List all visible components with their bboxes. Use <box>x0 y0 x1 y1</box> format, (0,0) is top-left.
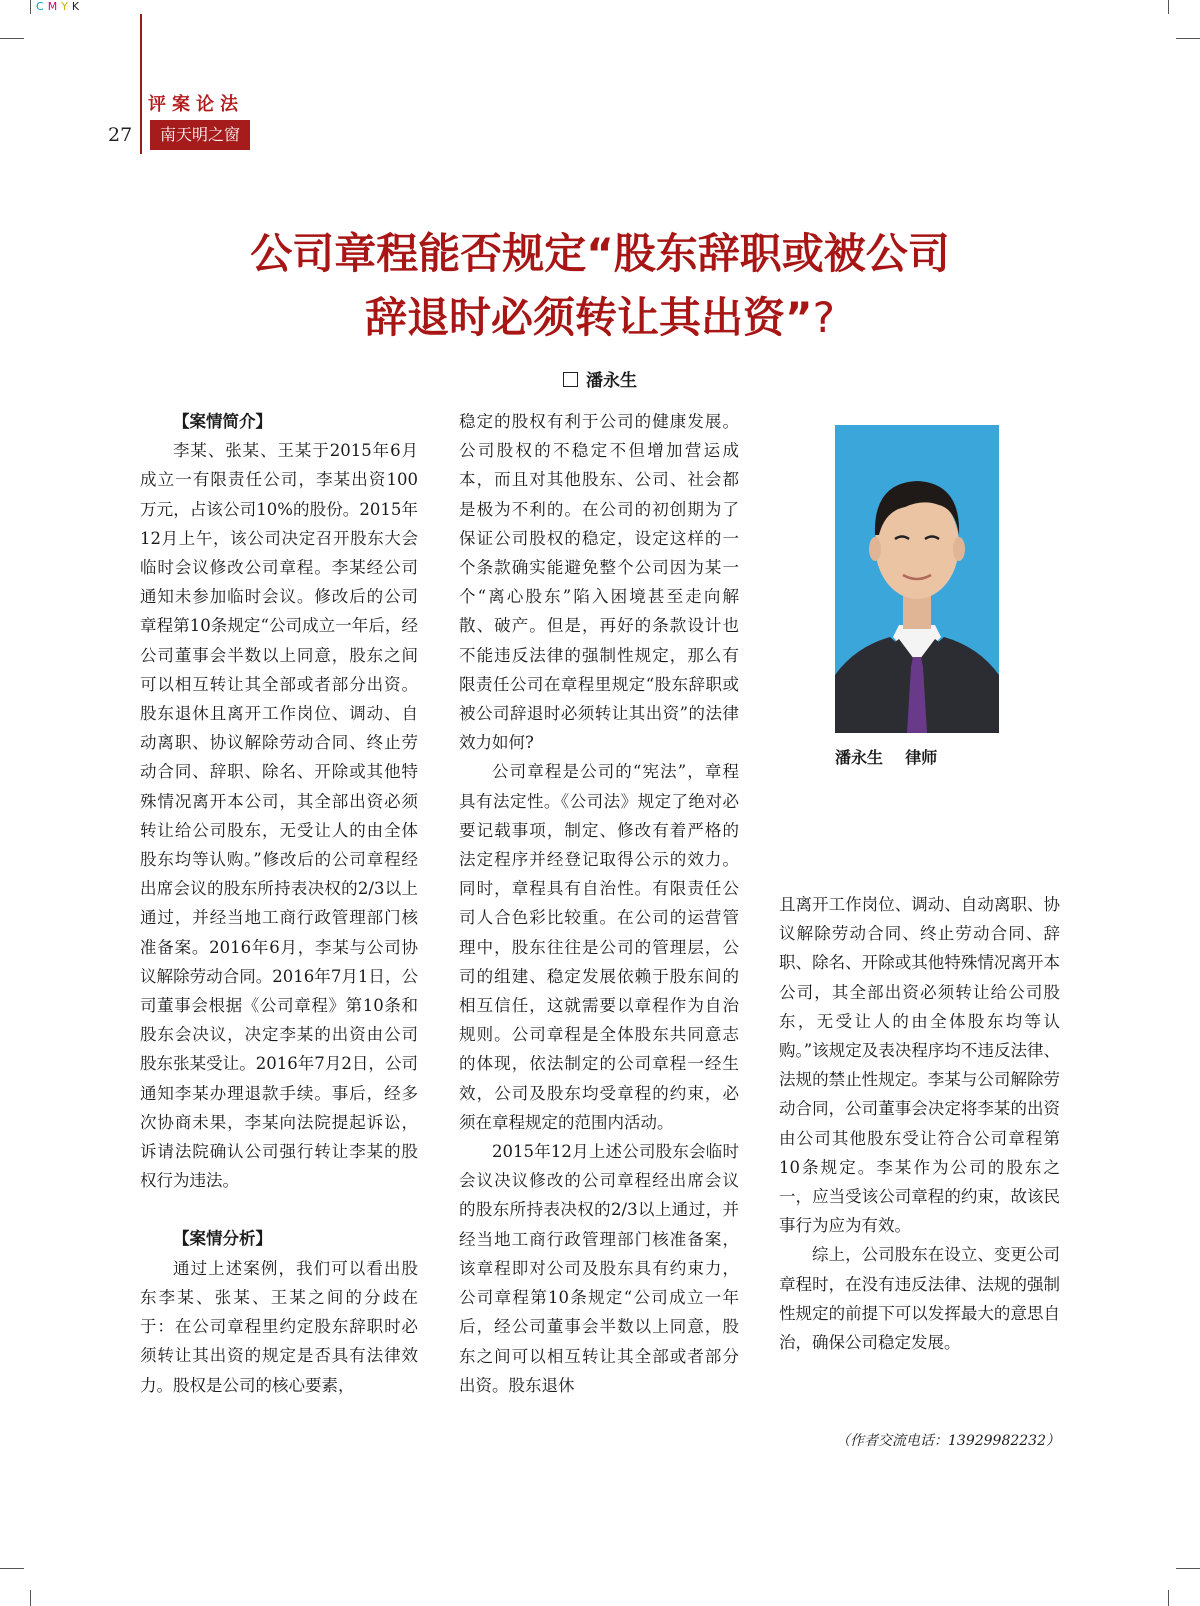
photo-caption: 潘永生 律师 <box>835 748 938 767</box>
paragraph: 李某、张某、王某于2015年6月成立一有限责任公司，李某出资100万元，占该公司10%的股份。2015年12月上午，该公司决定召开股东大会临时会议修改公司章程。李某经公司通知未参加临时会议。修改后的公司章程第10条规定“公司成立一年后，经公司董事会半数以上同意，股东之间可以相互转让其全部或者部分出资。股东退休且离开工作岗位、调动、自动离职、协议解除劳动合同、终止劳动合同、辞职、除名、开除或其他特殊情况离开本公司，其全部出资必须转让给公司股东，无受让人的由全体股东均等认购。”修改后的公司章程经出席会议的股东所持表决权的2/3以上通过，并经当地工商行政管理部门核准备案。2016年6月，李某与公司协议解除劳动合同。2016年7月1日，公司董事会根据《公司章程》第10条和股东会决议，决定李某的出资由公司股东张某受让。2016年7月2日，公司通知李某办理退款手续。事后，经多次协商未果，李某向法院提起诉讼，诉请法院确认公司强行转让李某的股权行为违法。 <box>140 441 418 1191</box>
cmyk-y: Y <box>61 0 72 13</box>
crop-mark <box>1176 1568 1200 1569</box>
crop-mark <box>30 1590 31 1606</box>
column-tag: 南天明之窗 <box>150 120 250 150</box>
paragraph: 稳定的股权有利于公司的健康发展。公司股权的不稳定不但增加营运成本，而且对其他股东、公司、社会都是极为不利的。在公司的初创期为了保证公司股权的稳定，设定这样的一个条款确实能避免整个公司因为某一个“离心股东”陷入困境甚至走向解散、破产。但是，再好的条款设计也不能违反法律的强制性规定，那么有限责任公司在章程里规定“股东辞职或被公司辞退时必须转让其出资”的法律效力如何? <box>459 412 739 753</box>
heading-case-summary: 【案情简介】 <box>173 412 272 431</box>
spacer <box>140 1195 418 1224</box>
crop-mark <box>1168 0 1169 14</box>
title-line-2 <box>0 286 1200 350</box>
byline-box-icon <box>563 372 578 387</box>
cmyk-m: M <box>47 0 62 13</box>
author-byline <box>0 366 1200 391</box>
author-photo <box>835 425 999 733</box>
column-2 <box>459 407 739 1400</box>
heading-case-analysis: 【案情分析】 <box>173 1229 272 1249</box>
author-name: 潘永生 <box>586 371 637 391</box>
cmyk-k: K <box>71 0 84 13</box>
portrait-image <box>835 425 999 733</box>
title-line-2-text: 辞退时必须转让其出资” <box>365 293 813 342</box>
crop-mark <box>30 0 31 14</box>
author-contact: （作者交流电话：13929982232） <box>836 1433 1060 1449</box>
article-title <box>0 222 1200 350</box>
crop-mark <box>1168 1590 1169 1606</box>
header-rule <box>140 14 142 154</box>
paragraph: 通过上述案例，我们可以看出股东李某、张某、王某之间的分歧在于：在公司章程里约定股东辞职时必须转让其出资的规定是否具有法律效力。股权是公司的核心要素， <box>140 1258 418 1395</box>
cmyk-c: C <box>36 0 48 13</box>
paragraph: 综上，公司股东在设立、变更公司章程时，在没有违反法律、法规的强制性规定的前提下可以发挥最大的意思自治，确保公司稳定发展。 <box>779 1245 1060 1353</box>
cmyk-print-marks <box>36 0 83 13</box>
paragraph: 公司章程是公司的“宪法”，章程具有法定性。《公司法》规定了绝对必要记载事项，制定、修改有着严格的法定程序并经登记取得公示的效力。同时，章程具有自治性。有限责任公司人合色彩比较重。在公司的运营管理中，股东往往是公司的管理层，公司的组建、稳定发展依赖于股东间的相互信任，这就需要以章程作为自治规则。公司章程是全体股东共同意志的体现，依法制定的公司章程一经生效，公司及股东均受章程的约束，必须在章程规定的范围内活动。 <box>459 762 739 1132</box>
page-number: 27 <box>108 124 133 146</box>
section-label: 评案论法 <box>148 94 244 115</box>
crop-mark <box>1176 38 1200 39</box>
crop-mark <box>0 38 24 39</box>
paragraph: 且离开工作岗位、调动、自动离职、协议解除劳动合同、终止劳动合同、辞职、除名、开除或其他特殊情况离开本公司，其全部出资必须转让给公司股东，无受让人的由全体股东均等认购。”该规定及表决程序均不违反法律、法规的禁止性规定。李某与公司解除劳动合同，公司董事会决定将李某的出资由公司其他股东受让符合公司章程第10条规定。李某作为公司的股东之一，应当受该公司章程的约束，故该民事行为应为有效。 <box>779 895 1060 1236</box>
title-question-mark: ? <box>812 293 835 342</box>
title-line-1: 公司章程能否规定“股东辞职或被公司 <box>250 229 950 278</box>
crop-mark <box>0 1568 24 1569</box>
column-3 <box>779 890 1060 1357</box>
paragraph: 2015年12月上述公司股东会临时会议决议修改的公司章程经出席会议的股东所持表决权的2/3以上通过，并经当地工商行政管理部门核准备案，该章程即对公司及股东具有约束力，公司章程第10条规定“公司成立一年后，经公司董事会半数以上同意，股东之间可以相互转让其全部或者部分出资。股东退休 <box>459 1142 739 1395</box>
column-1 <box>140 407 418 1400</box>
